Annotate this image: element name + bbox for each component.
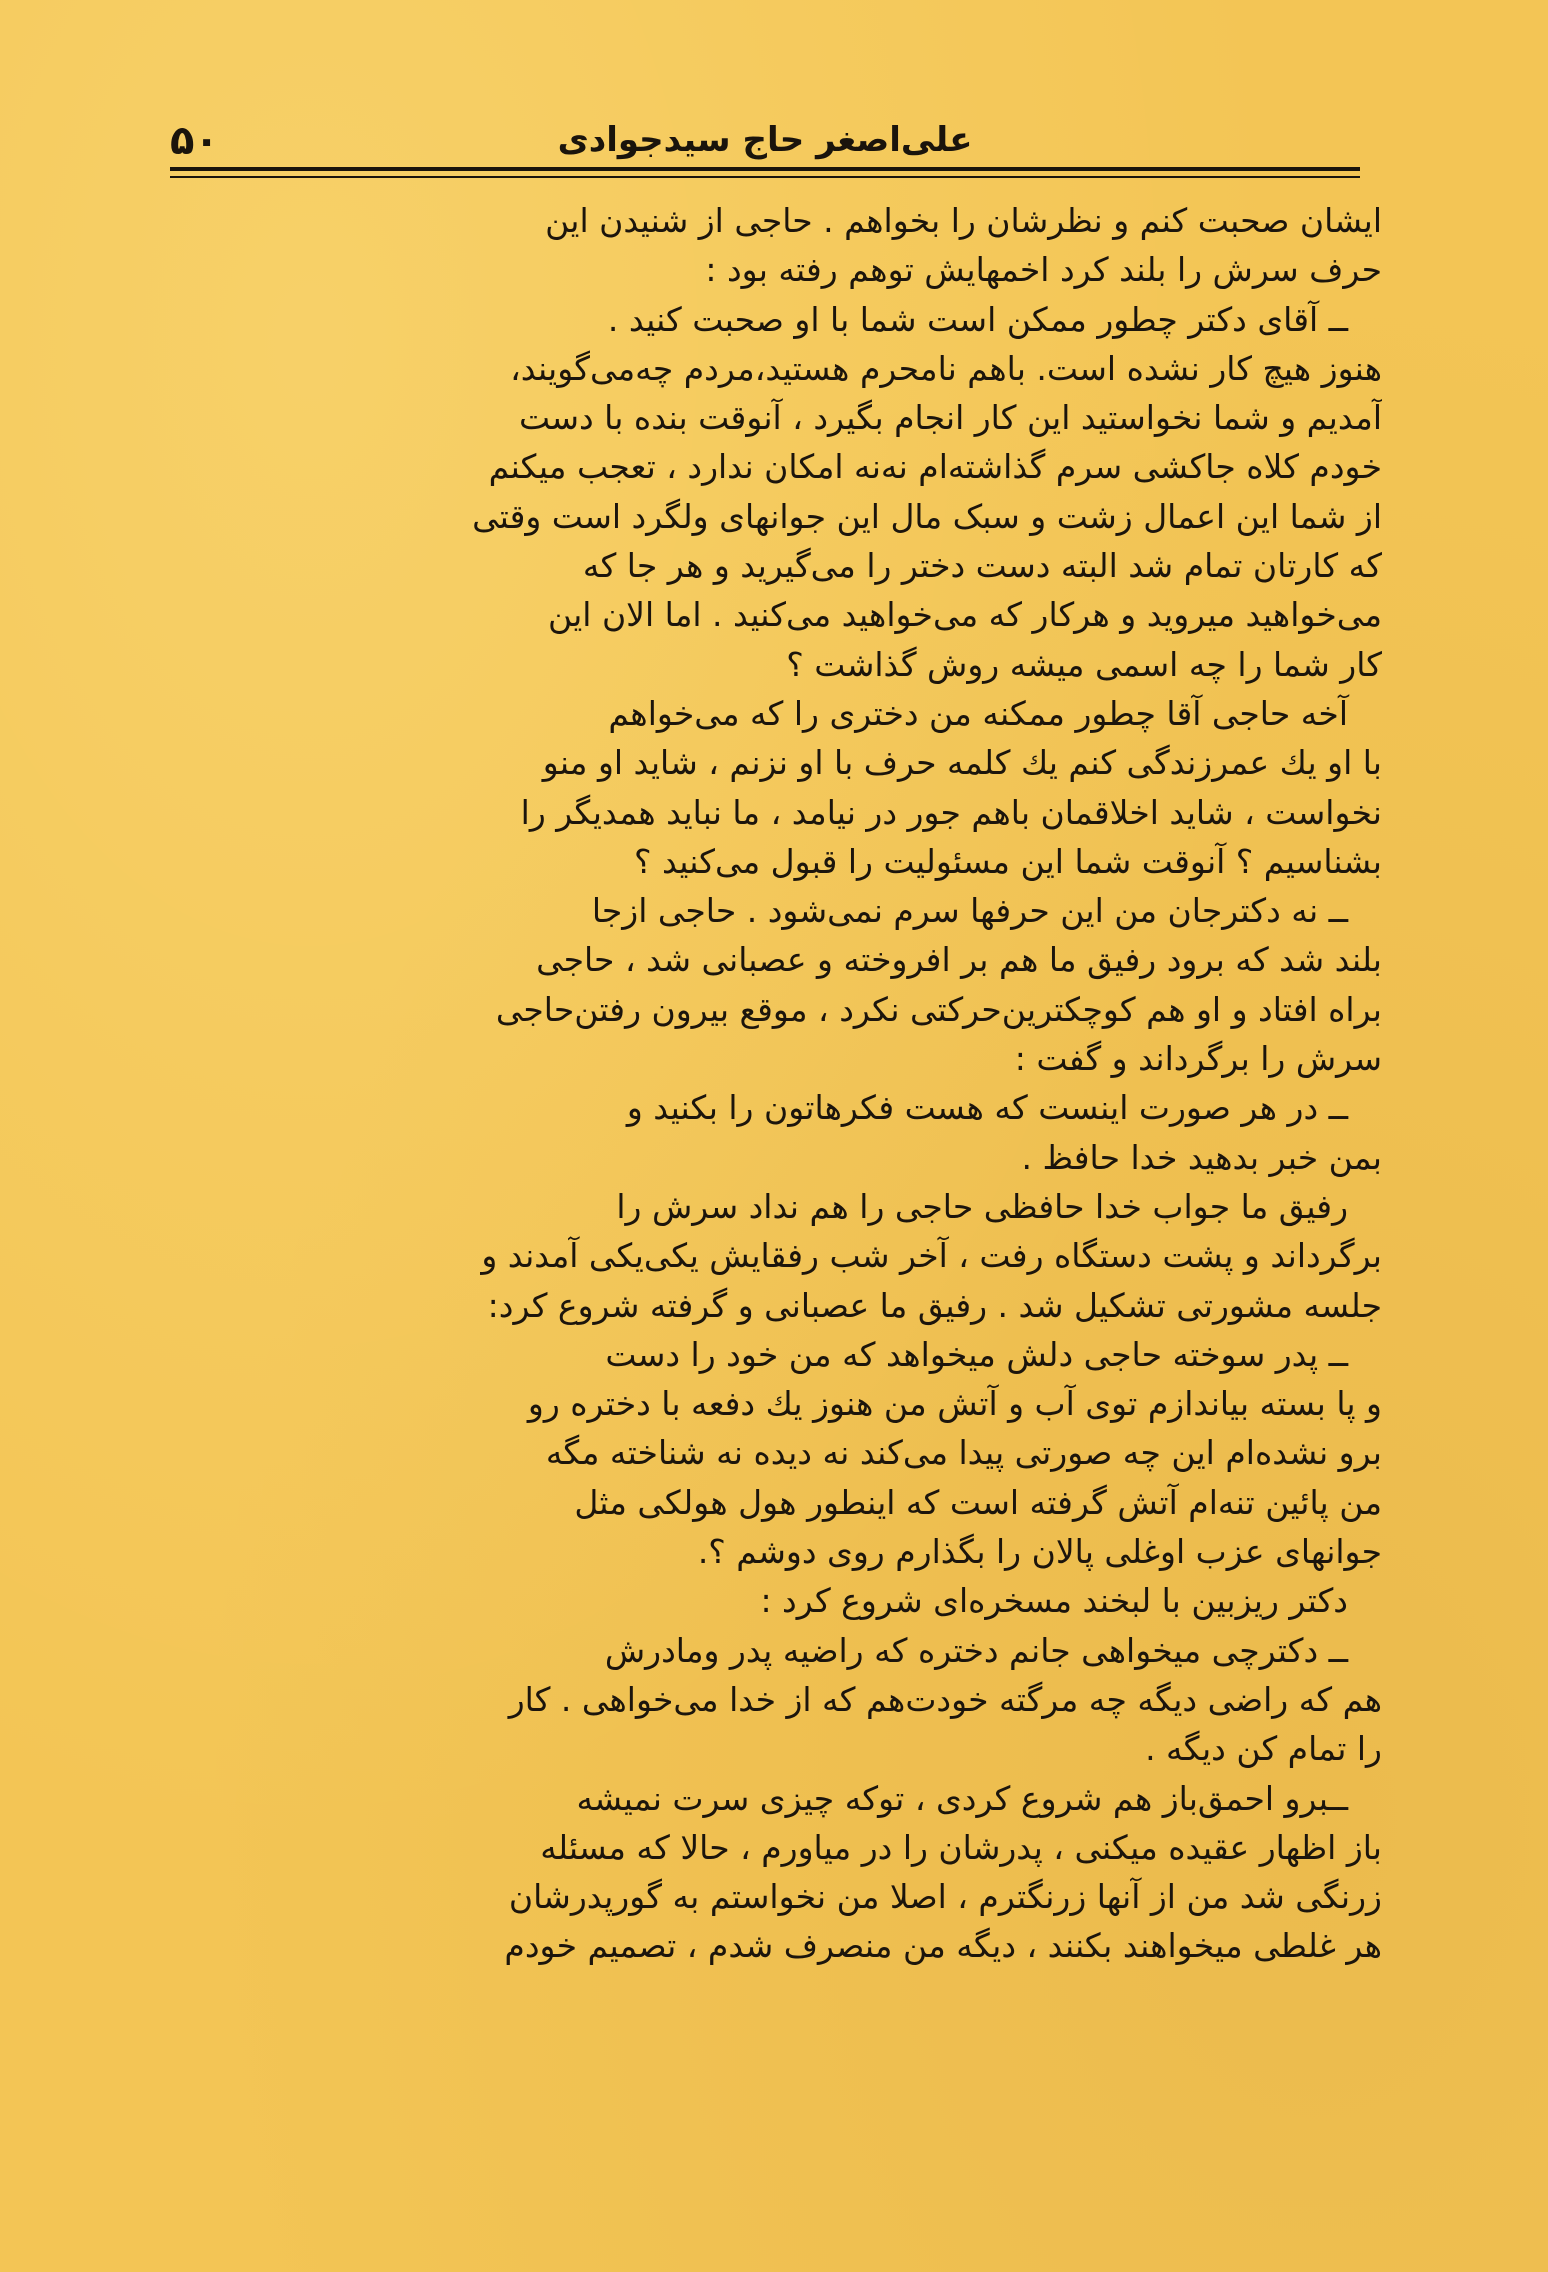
text-line: زرنگی شد من از آنها زرنگترم ، اصلا من نخواستم به گورپدرشان xyxy=(508,1877,1382,1917)
page-number: ۵۰ xyxy=(170,118,219,164)
text-line: برو نشده‌ام این چه صورتی پیدا می‌کند نه دیده نه شناخته مگه xyxy=(545,1433,1382,1473)
text-line: ــ پدر سوخته حاجی دلش میخواهد که من خود را دست xyxy=(605,1334,1348,1374)
text-line: بلند شد که برود رفیق ما هم بر افروخته و عصبانی شد ، حاجی xyxy=(536,940,1382,980)
text-line: جلسه مشورتی تشکیل شد . رفیق ما عصبانی و گرفته شروع کرد: xyxy=(487,1285,1382,1325)
text-line: از شما این اعمال زشت و سبک مال این جوانهای ولگرد است وقتی xyxy=(472,496,1382,536)
text-line: باز اظهار عقیده میکنی ، پدرشان را در میاورم ، حالا که مسئله xyxy=(540,1827,1382,1867)
text-line: هر غلطی میخواهند بکنند ، دیگه من منصرف شدم ، تصمیم خودم xyxy=(504,1926,1382,1966)
text-line: که کارتان تمام شد البته دست دختر را می‌گیرید و هر جا که xyxy=(582,546,1382,586)
running-head: علی‌اصغر حاج سیدجوادی xyxy=(557,120,973,160)
text-line: هم که راضی دیگه چه مرگته خودت‌هم که از خدا می‌خواهی . کار xyxy=(508,1679,1382,1719)
text-line: دکتر ریزبین با لبخند مسخره‌ای شروع کرد : xyxy=(760,1581,1348,1621)
text-line: و پا بسته بیاندازم توی آب و آتش من هنوز یك دفعه با دختره رو xyxy=(527,1384,1382,1424)
text-line: با او یك عمرزندگی کنم یك کلمه حرف با او نزنم ، شاید او منو xyxy=(542,743,1382,783)
text-line: نخواست ، شاید اخلاقمان باهم جور در نیامد ، ما نباید همدیگر را xyxy=(520,792,1382,832)
text-line: هنوز هیچ کار نشده است. باهم نامحرم هستید،مردم چه‌می‌گویند، xyxy=(510,348,1382,388)
text-line: ــ دکترچی میخواهی جانم دختره که راضیه پدر ومادرش xyxy=(604,1630,1348,1670)
text-line: ــبرو احمق‌باز هم شروع کردی ، توکه چیزی سرت نمیشه xyxy=(576,1778,1348,1818)
text-line: ــ در هر صورت اینست که هست فکرهاتون را بکنید و xyxy=(626,1088,1348,1128)
page-header xyxy=(170,118,1360,168)
text-line: بمن خبر بدهید خدا حافظ . xyxy=(1021,1137,1382,1177)
body-text xyxy=(150,196,1382,2186)
text-line: سرش را برگرداند و گفت : xyxy=(1014,1039,1382,1079)
text-line: می‌خواهید میروید و هرکار که می‌خواهید می‌کنید . اما الان این xyxy=(547,595,1382,635)
text-line: ایشان صحبت کنم و نظرشان را بخواهم . حاجی از شنیدن این xyxy=(545,201,1382,240)
text-line: آخه حاجی آقا چطور ممکنه من دختری را که می‌خواهم xyxy=(608,693,1348,733)
text-line: رفیق ما جواب خدا حافظی حاجی را هم نداد سرش را xyxy=(616,1186,1348,1226)
text-line: ــ نه دکترجان من این حرفها سرم نمی‌شود . حاجی ازجا xyxy=(591,891,1348,931)
header-rule-thin xyxy=(170,176,1360,178)
text-line: من پائین تنه‌ام آتش گرفته است که اینطور هول هولکی مثل xyxy=(574,1482,1382,1522)
header-rule-thick xyxy=(170,167,1360,171)
text-line: حرف سرش را بلند کرد اخمهایش توهم رفته بود : xyxy=(705,250,1382,290)
text-line: ــ آقای دکتر چطور ممکن است شما با او صحبت کنید . xyxy=(607,299,1348,339)
text-line: را تمام کن دیگه . xyxy=(1145,1729,1382,1769)
text-line: برگرداند و پشت دستگاه رفت ، آخر شب رفقایش یکی‌یکی آمدند و xyxy=(481,1236,1382,1276)
text-line: خودم کلاه جاکشی سرم گذاشته‌ام نه‌نه امکان ندارد ، تعجب میکنم xyxy=(488,447,1382,487)
text-line: کار شما را چه اسمی میشه روش گذاشت ؟ xyxy=(786,644,1382,684)
text-line: براه افتاد و او هم کوچکترین‌حرکتی نکرد ، موقع بیرون رفتن‌حاجی xyxy=(495,989,1382,1029)
text-line: جوانهای عزب اوغلی پالان را بگذارم روی دوشم ؟. xyxy=(697,1532,1382,1572)
text-line: بشناسیم ؟ آنوقت شما این مسئولیت را قبول می‌کنید ؟ xyxy=(633,841,1382,881)
text-line: آمدیم و شما نخواستید این کار انجام بگیرد ، آنوقت بنده با دست xyxy=(518,398,1382,438)
